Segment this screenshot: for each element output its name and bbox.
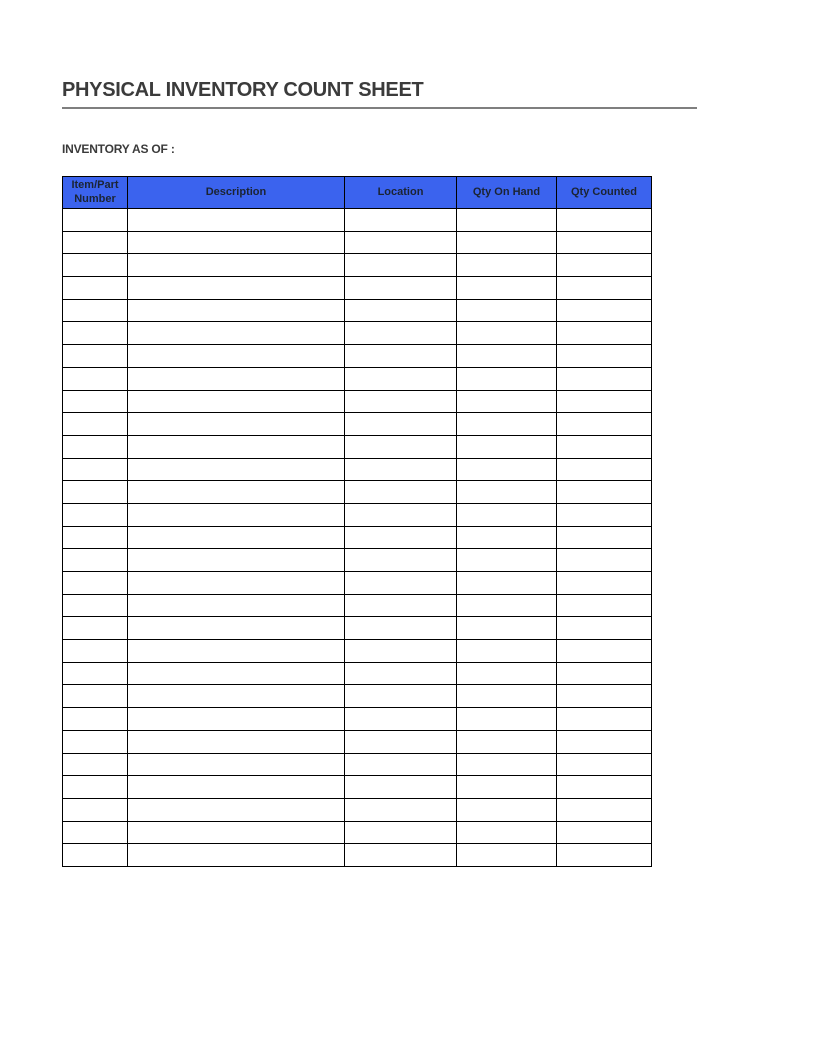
table-cell-location[interactable]	[345, 708, 457, 731]
table-cell-item-part-number[interactable]	[63, 390, 128, 413]
table-cell-location[interactable]	[345, 413, 457, 436]
table-cell-qty-counted[interactable]	[557, 708, 652, 731]
table-cell-qty-on-hand[interactable]	[457, 481, 557, 504]
table-cell-description[interactable]	[128, 390, 345, 413]
table-cell-description[interactable]	[128, 685, 345, 708]
table-cell-description[interactable]	[128, 231, 345, 254]
table-row	[63, 821, 652, 844]
table-row	[63, 345, 652, 368]
table-cell-qty-counted[interactable]	[557, 322, 652, 345]
table-cell-item-part-number[interactable]	[63, 821, 128, 844]
table-cell-location[interactable]	[345, 481, 457, 504]
table-cell-qty-counted[interactable]	[557, 798, 652, 821]
column-header-location: Location	[345, 177, 457, 209]
table-cell-item-part-number[interactable]	[63, 798, 128, 821]
table-cell-location[interactable]	[345, 322, 457, 345]
table-row	[63, 617, 652, 640]
table-cell-item-part-number[interactable]	[63, 708, 128, 731]
table-cell-location[interactable]	[345, 594, 457, 617]
table-cell-qty-on-hand[interactable]	[457, 753, 557, 776]
table-cell-item-part-number[interactable]	[63, 435, 128, 458]
table-cell-qty-on-hand[interactable]	[457, 730, 557, 753]
table-cell-description[interactable]	[128, 503, 345, 526]
table-row	[63, 458, 652, 481]
table-row	[63, 390, 652, 413]
table-cell-qty-on-hand[interactable]	[457, 503, 557, 526]
table-cell-location[interactable]	[345, 503, 457, 526]
table-row	[63, 435, 652, 458]
table-row	[63, 844, 652, 867]
table-row	[63, 526, 652, 549]
table-cell-location[interactable]	[345, 753, 457, 776]
table-cell-qty-on-hand[interactable]	[457, 458, 557, 481]
table-cell-location[interactable]	[345, 231, 457, 254]
table-cell-qty-on-hand[interactable]	[457, 549, 557, 572]
table-cell-description[interactable]	[128, 435, 345, 458]
table-cell-item-part-number[interactable]	[63, 322, 128, 345]
table-cell-item-part-number[interactable]	[63, 209, 128, 232]
table-cell-description[interactable]	[128, 662, 345, 685]
table-cell-qty-on-hand[interactable]	[457, 231, 557, 254]
table-cell-description[interactable]	[128, 413, 345, 436]
table-cell-qty-counted[interactable]	[557, 231, 652, 254]
table-cell-qty-counted[interactable]	[557, 413, 652, 436]
table-cell-qty-counted[interactable]	[557, 844, 652, 867]
table-cell-item-part-number[interactable]	[63, 481, 128, 504]
table-cell-qty-on-hand[interactable]	[457, 821, 557, 844]
table-cell-item-part-number[interactable]	[63, 549, 128, 572]
table-row	[63, 685, 652, 708]
table-cell-qty-on-hand[interactable]	[457, 322, 557, 345]
table-cell-item-part-number[interactable]	[63, 299, 128, 322]
table-row	[63, 322, 652, 345]
table-cell-qty-on-hand[interactable]	[457, 708, 557, 731]
table-row	[63, 254, 652, 277]
table-cell-qty-on-hand[interactable]	[457, 435, 557, 458]
table-cell-qty-counted[interactable]	[557, 299, 652, 322]
table-row	[63, 367, 652, 390]
table-cell-location[interactable]	[345, 640, 457, 663]
table-cell-location[interactable]	[345, 798, 457, 821]
column-header-item-part-number: Item/Part Number	[63, 177, 128, 209]
table-cell-item-part-number[interactable]	[63, 413, 128, 436]
table-cell-description[interactable]	[128, 798, 345, 821]
table-row	[63, 640, 652, 663]
table-cell-qty-on-hand[interactable]	[457, 367, 557, 390]
table-cell-description[interactable]	[128, 458, 345, 481]
table-cell-qty-on-hand[interactable]	[457, 572, 557, 595]
inventory-as-of-label: INVENTORY AS OF :	[62, 142, 175, 156]
table-cell-item-part-number[interactable]	[63, 640, 128, 663]
table-cell-qty-counted[interactable]	[557, 685, 652, 708]
table-cell-description[interactable]	[128, 617, 345, 640]
table-cell-description[interactable]	[128, 730, 345, 753]
table-cell-location[interactable]	[345, 617, 457, 640]
table-cell-description[interactable]	[128, 299, 345, 322]
table-row	[63, 776, 652, 799]
table-cell-location[interactable]	[345, 526, 457, 549]
table-row	[63, 662, 652, 685]
table-cell-item-part-number[interactable]	[63, 753, 128, 776]
table-cell-qty-on-hand[interactable]	[457, 526, 557, 549]
table-cell-item-part-number[interactable]	[63, 572, 128, 595]
table-cell-qty-counted[interactable]	[557, 594, 652, 617]
table-cell-qty-counted[interactable]	[557, 367, 652, 390]
table-row	[63, 753, 652, 776]
table-header	[63, 177, 652, 209]
table-header-row	[63, 177, 652, 209]
table-cell-description[interactable]	[128, 367, 345, 390]
table-cell-item-part-number[interactable]	[63, 730, 128, 753]
table-row	[63, 549, 652, 572]
table-cell-location[interactable]	[345, 844, 457, 867]
table-cell-description[interactable]	[128, 594, 345, 617]
table-cell-qty-on-hand[interactable]	[457, 798, 557, 821]
table-cell-location[interactable]	[345, 458, 457, 481]
table-row	[63, 231, 652, 254]
table-cell-description[interactable]	[128, 481, 345, 504]
table-row	[63, 503, 652, 526]
table-cell-item-part-number[interactable]	[63, 776, 128, 799]
table-cell-qty-on-hand[interactable]	[457, 390, 557, 413]
column-header-qty-counted: Qty Counted	[557, 177, 652, 209]
page-title: PHYSICAL INVENTORY COUNT SHEET	[62, 79, 697, 109]
table-cell-item-part-number[interactable]	[63, 367, 128, 390]
table-cell-description[interactable]	[128, 549, 345, 572]
table-cell-qty-counted[interactable]	[557, 730, 652, 753]
table-cell-qty-on-hand[interactable]	[457, 345, 557, 368]
table-cell-qty-counted[interactable]	[557, 435, 652, 458]
table-body	[63, 209, 652, 867]
table-cell-description[interactable]	[128, 844, 345, 867]
table-cell-qty-counted[interactable]	[557, 209, 652, 232]
table-cell-qty-counted[interactable]	[557, 617, 652, 640]
table-cell-location[interactable]	[345, 776, 457, 799]
table-cell-qty-counted[interactable]	[557, 345, 652, 368]
inventory-count-table	[62, 176, 652, 867]
table-row	[63, 277, 652, 300]
table-cell-qty-on-hand[interactable]	[457, 776, 557, 799]
table-cell-qty-counted[interactable]	[557, 640, 652, 663]
table-cell-description[interactable]	[128, 526, 345, 549]
table-cell-qty-on-hand[interactable]	[457, 413, 557, 436]
table-cell-qty-on-hand[interactable]	[457, 209, 557, 232]
table-cell-item-part-number[interactable]	[63, 254, 128, 277]
table-cell-qty-counted[interactable]	[557, 390, 652, 413]
table-row	[63, 299, 652, 322]
table-row	[63, 730, 652, 753]
table-row	[63, 798, 652, 821]
table-cell-item-part-number[interactable]	[63, 594, 128, 617]
table-cell-qty-counted[interactable]	[557, 821, 652, 844]
table-row	[63, 209, 652, 232]
table-cell-qty-counted[interactable]	[557, 776, 652, 799]
table-cell-location[interactable]	[345, 730, 457, 753]
table-cell-description[interactable]	[128, 254, 345, 277]
table-cell-qty-on-hand[interactable]	[457, 662, 557, 685]
table-cell-qty-on-hand[interactable]	[457, 277, 557, 300]
table-cell-item-part-number[interactable]	[63, 458, 128, 481]
table-cell-description[interactable]	[128, 322, 345, 345]
table-cell-description[interactable]	[128, 821, 345, 844]
table-cell-description[interactable]	[128, 572, 345, 595]
table-cell-item-part-number[interactable]	[63, 231, 128, 254]
table-cell-description[interactable]	[128, 776, 345, 799]
table-cell-location[interactable]	[345, 367, 457, 390]
table-cell-description[interactable]	[128, 209, 345, 232]
table-cell-location[interactable]	[345, 345, 457, 368]
table-cell-description[interactable]	[128, 753, 345, 776]
table-cell-qty-on-hand[interactable]	[457, 685, 557, 708]
table-cell-qty-counted[interactable]	[557, 481, 652, 504]
table-cell-location[interactable]	[345, 390, 457, 413]
table-cell-qty-counted[interactable]	[557, 526, 652, 549]
table-cell-location[interactable]	[345, 685, 457, 708]
table-cell-item-part-number[interactable]	[63, 277, 128, 300]
table-cell-location[interactable]	[345, 662, 457, 685]
table-cell-qty-counted[interactable]	[557, 458, 652, 481]
column-header-description: Description	[128, 177, 345, 209]
table-cell-location[interactable]	[345, 572, 457, 595]
table-row	[63, 572, 652, 595]
table-cell-qty-on-hand[interactable]	[457, 254, 557, 277]
table-cell-qty-on-hand[interactable]	[457, 299, 557, 322]
table-cell-qty-on-hand[interactable]	[457, 844, 557, 867]
table-cell-item-part-number[interactable]	[63, 844, 128, 867]
table-cell-location[interactable]	[345, 435, 457, 458]
table-cell-description[interactable]	[128, 640, 345, 663]
table-cell-location[interactable]	[345, 549, 457, 572]
table-cell-item-part-number[interactable]	[63, 685, 128, 708]
table-row	[63, 481, 652, 504]
table-cell-qty-counted[interactable]	[557, 753, 652, 776]
table-row	[63, 594, 652, 617]
table-row	[63, 708, 652, 731]
table-cell-item-part-number[interactable]	[63, 345, 128, 368]
table-cell-qty-counted[interactable]	[557, 572, 652, 595]
table-cell-item-part-number[interactable]	[63, 662, 128, 685]
table-cell-qty-on-hand[interactable]	[457, 640, 557, 663]
table-cell-description[interactable]	[128, 345, 345, 368]
table-cell-qty-counted[interactable]	[557, 277, 652, 300]
table-cell-location[interactable]	[345, 821, 457, 844]
table-cell-location[interactable]	[345, 299, 457, 322]
column-header-qty-on-hand: Qty On Hand	[457, 177, 557, 209]
table-cell-qty-on-hand[interactable]	[457, 617, 557, 640]
table-cell-description[interactable]	[128, 277, 345, 300]
table-cell-qty-counted[interactable]	[557, 503, 652, 526]
table-cell-qty-counted[interactable]	[557, 662, 652, 685]
table-cell-item-part-number[interactable]	[63, 617, 128, 640]
table-cell-location[interactable]	[345, 254, 457, 277]
table-cell-item-part-number[interactable]	[63, 526, 128, 549]
table-cell-location[interactable]	[345, 209, 457, 232]
table-cell-qty-counted[interactable]	[557, 254, 652, 277]
table-row	[63, 413, 652, 436]
table-cell-qty-on-hand[interactable]	[457, 594, 557, 617]
table-cell-location[interactable]	[345, 277, 457, 300]
table-cell-qty-counted[interactable]	[557, 549, 652, 572]
table-cell-description[interactable]	[128, 708, 345, 731]
table-cell-item-part-number[interactable]	[63, 503, 128, 526]
